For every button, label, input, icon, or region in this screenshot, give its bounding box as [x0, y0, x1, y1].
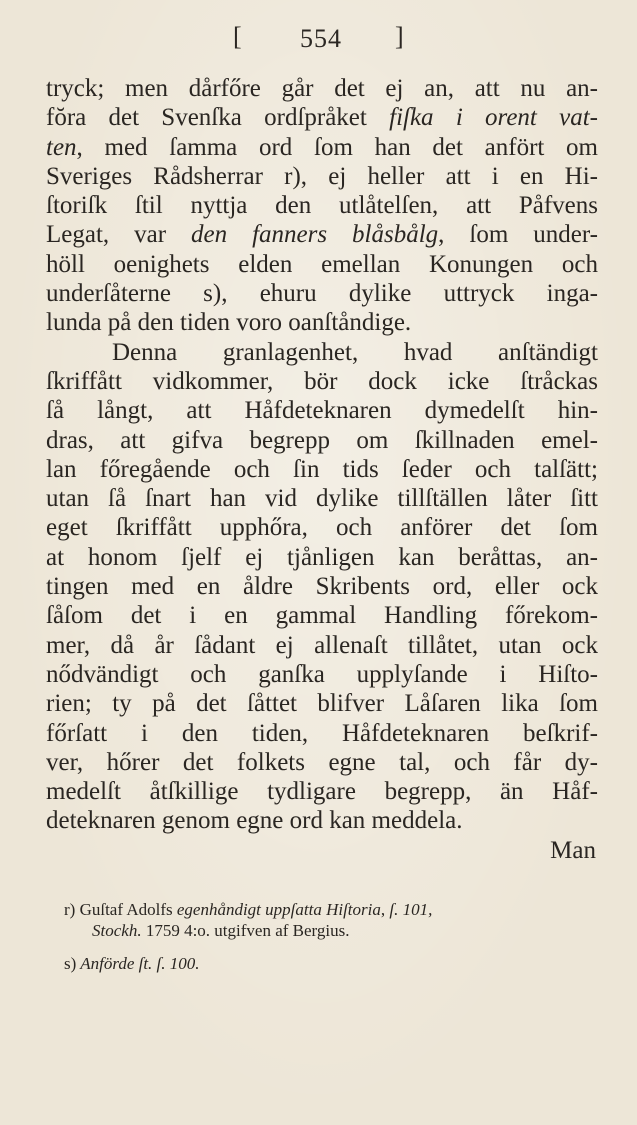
- text-line: ver, hőrer det folkets egne tal, och får dy-: [46, 748, 598, 776]
- footnote-text: ,: [380, 900, 390, 919]
- running-header: [0, 22, 637, 56]
- footnote-italic: egenhåndigt uppſatta Hiſtoria: [176, 900, 381, 919]
- italic-phrase: ten: [46, 133, 77, 161]
- footnote-marker: s): [64, 954, 77, 973]
- text-line: mer, då år ſådant ej allenaſt tillåtet, utan ock: [46, 631, 598, 659]
- text-line: lunda på den tiden voro oanſtåndige.: [46, 309, 412, 337]
- text-run: Legat, var: [46, 221, 192, 249]
- text-line: Sveriges Rådsherrar r), ej heller att i en Hi-: [46, 162, 598, 190]
- header-bracket-right: ]: [395, 22, 404, 51]
- text-line: dras, att gifva begrepp om ſkillnaden emel-: [46, 426, 598, 454]
- footnote-text: Guſtaf Adolfs: [75, 900, 177, 919]
- text-line: utan ſå ſnart han vid dylike tillſtällen låter ſitt: [46, 485, 598, 513]
- footnote-italic: ſ. 101,: [389, 900, 433, 919]
- page-number: 554: [300, 24, 342, 53]
- text-line: tryck; men dårfőre går det ej an, att nu an-: [46, 75, 598, 102]
- text-line: deteknaren genom egne ord kan meddela.: [46, 807, 463, 835]
- text-line: ſå långt, att Håfdeteknaren dymedelſt hin-: [46, 397, 598, 425]
- text-line: [46, 133, 598, 162]
- text-line: eget ſkriffått upphőra, och anförer det ſom: [46, 514, 598, 542]
- text-line: lan főregående och ſin tids ſeder och talſätt;: [46, 455, 598, 483]
- footnotes: [64, 899, 604, 974]
- text-line: ſkriffått vidkommer, bör dock icke ſtråckas: [46, 367, 598, 395]
- footnote-text: 1759 4:o. utgifven af Bergius.: [141, 921, 350, 940]
- text-line: nődvändigt och ganſka upplyſande i Hiſto-: [46, 660, 598, 688]
- text-run: fŏra det Svenſka ordſpråket: [46, 104, 390, 132]
- text-run: , ſom under-: [438, 221, 598, 249]
- text-run: , med ſamma ord ſom han det anfört om: [76, 133, 598, 161]
- footnote-marker: r): [64, 900, 76, 919]
- text-line: at honom ſjelf ej tjånligen kan beråttas, an-: [46, 543, 598, 571]
- italic-phrase: den fanners blåsbålg: [191, 221, 439, 249]
- footnote-r-continued: [64, 920, 604, 941]
- footnote-r: [64, 899, 604, 920]
- text-line: ſåſom det i en gammal Handling főrekom-: [46, 602, 598, 630]
- body-text: [46, 74, 598, 865]
- text-line: rien; ty på det ſåttet blifver Låſaren lika ſom: [46, 690, 598, 718]
- text-line: [46, 220, 598, 249]
- catchword: Man: [550, 836, 596, 864]
- text-line: höll oenighets elden emellan Konungen och: [46, 250, 598, 278]
- italic-phrase: fiſka i orent vat-: [389, 104, 598, 132]
- text-line: tingen med en åldre Skribents ord, eller ock: [46, 573, 598, 601]
- text-line: ſtoriſk ſtil nyttja den utlåtelſen, att Påfvens: [46, 192, 598, 220]
- header-bracket-left: [: [233, 22, 242, 51]
- footnote-italic: Anförde ſt. ſ. 100.: [76, 954, 200, 973]
- text-line: underſåterne s), ehuru dylike uttryck inga-: [46, 280, 598, 308]
- footnote-italic: Stockh.: [92, 921, 142, 940]
- text-line: medelſt åtſkillige tydligare begrepp, än Håf-: [46, 778, 598, 806]
- text-line: főrſatt i den tiden, Håfdeteknaren beſkrif-: [46, 719, 598, 747]
- paragraph-start-line: Denna granlagenhet, hvad anſtändigt: [112, 338, 598, 366]
- footnote-gap: [64, 941, 604, 953]
- text-line: [46, 103, 598, 132]
- footnote-s: [64, 953, 604, 974]
